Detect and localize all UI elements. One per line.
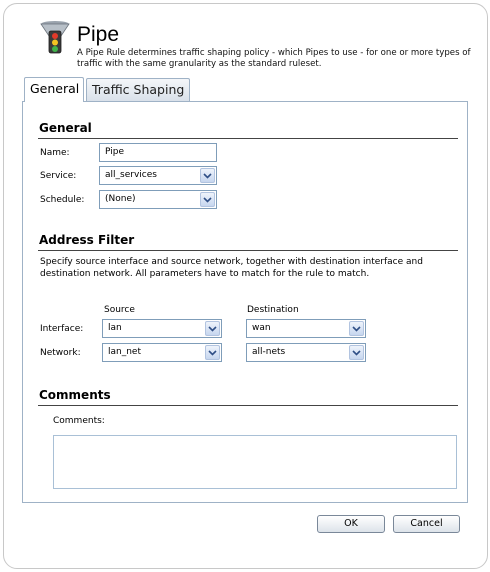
comments-label: Comments:: [53, 416, 105, 426]
page-title: Pipe: [77, 23, 120, 46]
source-network-value: lan_net: [108, 347, 141, 357]
interface-label: Interface:: [40, 324, 84, 334]
source-network-select[interactable]: [102, 343, 222, 362]
schedule-select[interactable]: [99, 190, 217, 209]
source-column-header: Source: [104, 305, 135, 315]
address-filter-description: Specify source interface and source network, together with destination interface and destination network. All parameters have to match for the rule to match.: [40, 257, 423, 279]
tab-general[interactable]: General: [24, 77, 84, 102]
source-interface-select[interactable]: [102, 319, 222, 338]
comments-divider: [38, 405, 458, 406]
destination-interface-select[interactable]: [246, 319, 366, 338]
schedule-select-value: (None): [105, 194, 136, 204]
name-label: Name:: [40, 148, 70, 158]
tab-traffic-shaping[interactable]: Traffic Shaping: [86, 78, 190, 101]
source-interface-value: lan: [108, 323, 122, 333]
chevron-down-icon[interactable]: [349, 321, 364, 336]
destination-network-select[interactable]: [246, 343, 366, 362]
address-filter-section-title: Address Filter: [39, 233, 135, 247]
cancel-button[interactable]: Cancel: [393, 515, 460, 533]
service-select-value: all_services: [105, 170, 157, 180]
schedule-label: Schedule:: [40, 195, 85, 205]
service-select[interactable]: [99, 166, 217, 185]
service-label: Service:: [40, 171, 77, 181]
page-description: A Pipe Rule determines traffic shaping policy - which Pipes to use - for one or more types of traffic with the same granularity as the standard ruleset.: [77, 48, 471, 69]
destination-column-header: Destination: [247, 305, 299, 315]
chevron-down-icon[interactable]: [349, 345, 364, 360]
ok-button[interactable]: OK: [317, 515, 385, 533]
comments-section-title: Comments: [39, 388, 111, 402]
chevron-down-icon[interactable]: [205, 321, 220, 336]
general-divider: [38, 138, 458, 139]
address-filter-divider: [38, 250, 458, 251]
chevron-down-icon[interactable]: [200, 168, 215, 183]
name-field[interactable]: Pipe: [99, 143, 217, 162]
general-section-title: General: [39, 121, 92, 135]
traffic-light-funnel-icon: [39, 20, 71, 54]
network-label: Network:: [40, 348, 81, 358]
comments-textarea[interactable]: [53, 435, 457, 489]
chevron-down-icon[interactable]: [200, 192, 215, 207]
destination-network-value: all-nets: [252, 347, 286, 357]
destination-interface-value: wan: [252, 323, 271, 333]
chevron-down-icon[interactable]: [205, 345, 220, 360]
